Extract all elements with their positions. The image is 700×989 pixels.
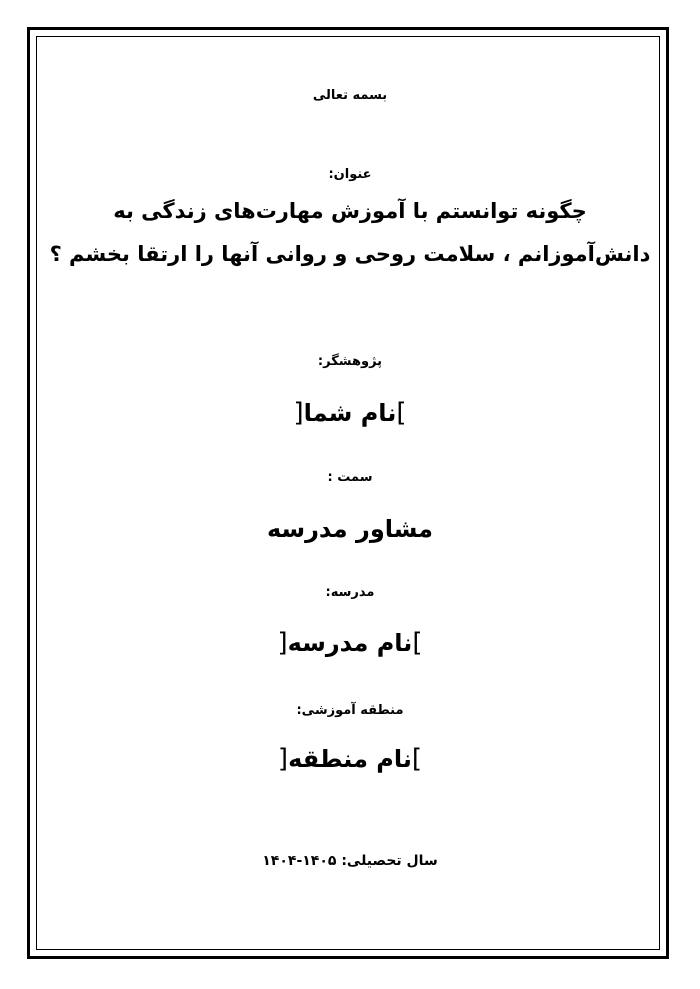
academic-year: سال تحصیلی: ۱۴۰۵-۱۴۰۴ bbox=[262, 853, 438, 869]
bracket-right: ] bbox=[411, 744, 423, 774]
bracket-left: [ bbox=[293, 398, 304, 428]
district-value-row bbox=[36, 744, 664, 774]
basmala: بسمه تعالی bbox=[312, 88, 388, 103]
school-label: مدرسه: bbox=[325, 585, 375, 600]
researcher-value: نام شما bbox=[303, 399, 397, 427]
researcher-value-row bbox=[36, 398, 664, 428]
school-value: نام مدرسه bbox=[287, 629, 413, 657]
district-value: نام منطقه bbox=[288, 745, 412, 773]
district-label: منطقه آموزشی: bbox=[296, 703, 404, 718]
cover-page-content bbox=[36, 0, 664, 989]
bracket-left: [ bbox=[277, 744, 289, 774]
bracket-right: ] bbox=[412, 628, 423, 658]
bracket-right: ] bbox=[396, 398, 407, 428]
title-line-2: دانش‌آموزانم ، سلامت روحی و روانی آنها را ارتقا بخشم ؟ bbox=[49, 242, 651, 266]
bracket-left: [ bbox=[277, 628, 288, 658]
position-label: سمت : bbox=[327, 470, 373, 485]
title-line-1: چگونه توانستم با آموزش مهارت‌های زندگی به bbox=[113, 199, 587, 223]
position-value: مشاور مدرسه bbox=[266, 515, 434, 543]
title-label: عنوان: bbox=[328, 167, 372, 182]
school-value-row bbox=[36, 628, 664, 658]
researcher-label: پژوهشگر: bbox=[317, 354, 383, 369]
